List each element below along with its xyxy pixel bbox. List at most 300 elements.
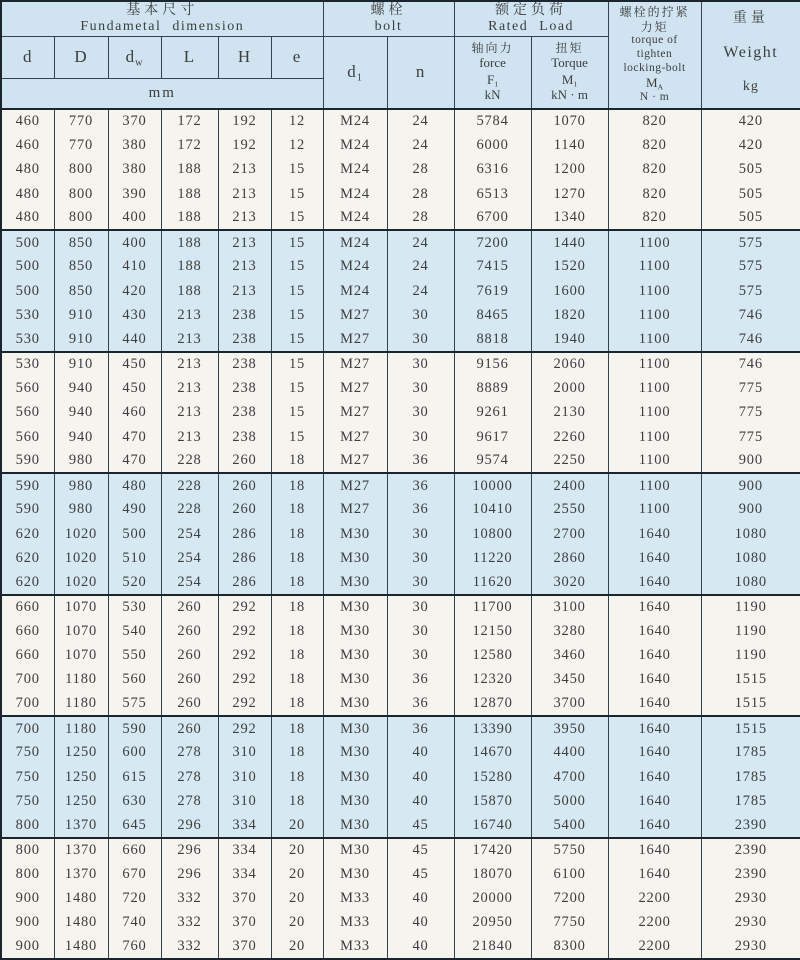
table-cell: 260 (161, 644, 218, 668)
table-row (1, 328, 800, 352)
table-cell: 410 (108, 255, 161, 279)
table-cell: 15 (271, 279, 323, 303)
table-cell: 228 (161, 498, 218, 522)
table-cell: 213 (218, 230, 271, 254)
table-cell: 18 (271, 571, 323, 595)
table-cell: 910 (54, 328, 108, 352)
table-cell: 334 (218, 838, 271, 862)
table-cell: 1070 (531, 109, 608, 133)
table-cell: 2550 (531, 498, 608, 522)
table-cell: 590 (1, 498, 54, 522)
table-cell: M27 (323, 498, 387, 522)
col-header-L: L (161, 36, 218, 78)
locking-torque-zh-line2: 力矩 (640, 19, 669, 34)
table-cell: 1070 (54, 619, 108, 643)
table-cell: 292 (218, 595, 271, 619)
table-cell: 530 (1, 352, 54, 376)
table-cell: 20950 (454, 911, 531, 935)
table-cell: 1515 (701, 668, 800, 692)
table-cell: 332 (161, 935, 218, 959)
table-cell: 213 (218, 158, 271, 182)
table-row (1, 571, 800, 595)
table-cell: 18070 (454, 862, 531, 886)
table-cell: 213 (218, 255, 271, 279)
table-cell: 1100 (608, 473, 701, 497)
table-cell: 380 (108, 133, 161, 157)
table-cell: 1640 (608, 571, 701, 595)
table-cell: 1020 (54, 571, 108, 595)
table-cell: 800 (54, 158, 108, 182)
table-cell: 18 (271, 619, 323, 643)
col-header-torque (531, 36, 608, 109)
col-header-H: H (218, 36, 271, 78)
col-header-dw: $d_w$ (108, 36, 161, 78)
table-cell: 540 (108, 619, 161, 643)
table-cell: 292 (218, 716, 271, 740)
header-rated-load-en: Rated Load (488, 18, 575, 34)
table-cell: 460 (1, 109, 54, 133)
table-cell: 820 (608, 109, 701, 133)
table-cell: 14670 (454, 741, 531, 765)
header-fundamental-dimension (1, 1, 323, 36)
table-cell: 334 (218, 814, 271, 838)
col-header-axial-force (454, 36, 531, 109)
table-cell: 1100 (608, 449, 701, 473)
table-cell: 30 (387, 619, 454, 643)
weight-en: Weight (723, 43, 779, 61)
table-cell: 310 (218, 741, 271, 765)
table-cell: 940 (54, 376, 108, 400)
table-cell: 800 (15, 865, 40, 882)
table-cell: 500 (1, 279, 54, 303)
table-cell: 45 (387, 862, 454, 886)
table-cell: 1640 (608, 716, 701, 740)
table-cell: M27 (323, 401, 387, 425)
table-cell: 600 (108, 741, 161, 765)
torque-unit: kN · m (551, 87, 588, 103)
table-cell: 1370 (54, 814, 108, 838)
table-cell: 40 (387, 911, 454, 935)
table-cell: 1640 (608, 692, 701, 716)
table-cell: 213 (218, 182, 271, 206)
table-cell: 1100 (608, 352, 701, 376)
table-cell: 18 (271, 668, 323, 692)
table-cell: 45 (387, 814, 454, 838)
table-cell: 20 (271, 935, 323, 959)
table-cell: 17420 (454, 838, 531, 862)
table-cell: 750 (1, 789, 54, 813)
table-cell: 334 (218, 862, 271, 886)
torque-symbol: $M_1$ (561, 71, 578, 89)
table-cell: M30 (323, 789, 387, 813)
table-cell: 213 (161, 425, 218, 449)
table-cell: 2200 (608, 935, 701, 959)
table-cell: M33 (323, 911, 387, 935)
table-cell: 1820 (531, 303, 608, 327)
table-cell: 1250 (54, 741, 108, 765)
table-cell: 278 (161, 765, 218, 789)
table-cell: M30 (323, 838, 387, 862)
table-cell: 20 (271, 911, 323, 935)
table-row (1, 376, 800, 400)
table-cell: 11220 (454, 546, 531, 570)
col-header-d: d (1, 36, 54, 78)
table-cell: 24 (387, 109, 454, 133)
table-cell: 213 (161, 376, 218, 400)
table-cell: 20 (271, 887, 323, 911)
table-cell: M33 (323, 887, 387, 911)
table-cell: 1200 (531, 158, 608, 182)
table-cell: 40 (387, 765, 454, 789)
table-cell: 15 (271, 158, 323, 182)
table-cell: 40 (387, 935, 454, 959)
table-cell: 590 (15, 452, 40, 469)
table-cell: 440 (108, 328, 161, 352)
table-cell: 480 (15, 161, 40, 178)
table-row (1, 133, 800, 157)
table-row (1, 765, 800, 789)
table-cell: 278 (161, 741, 218, 765)
table-cell: 238 (218, 303, 271, 327)
table-cell: 254 (161, 522, 218, 546)
table-cell: 940 (54, 425, 108, 449)
table-cell: 490 (108, 498, 161, 522)
table-cell: 12 (271, 109, 323, 133)
table-row (1, 230, 800, 254)
table-cell: 292 (218, 692, 271, 716)
table-row (1, 862, 800, 886)
table-row (1, 352, 800, 376)
table-cell: 480 (15, 209, 40, 226)
table-cell: M27 (323, 328, 387, 352)
table-cell: M24 (323, 109, 387, 133)
table-cell: 1640 (608, 595, 701, 619)
table-cell: 460 (108, 401, 161, 425)
table-cell: 254 (161, 546, 218, 570)
table-cell: 296 (161, 814, 218, 838)
table-cell: M30 (323, 862, 387, 886)
table-cell: 670 (108, 862, 161, 886)
header-bolt-en: bolt (374, 18, 403, 34)
table-cell: 192 (218, 109, 271, 133)
table-cell: 1180 (54, 716, 108, 740)
table-cell: 3700 (531, 692, 608, 716)
table-cell: 260 (161, 595, 218, 619)
table-cell: 36 (387, 716, 454, 740)
table-cell: 1190 (701, 595, 800, 619)
table-cell: 172 (161, 133, 218, 157)
table-row (1, 814, 800, 838)
table-cell: 5750 (531, 838, 608, 862)
table-cell: 900 (15, 890, 40, 907)
table-cell: 530 (108, 595, 161, 619)
table-cell: 2250 (531, 449, 608, 473)
table-cell: 20000 (454, 887, 531, 911)
table-cell: 292 (218, 619, 271, 643)
table-cell: 1370 (54, 838, 108, 862)
table-cell: 1140 (531, 133, 608, 157)
table-cell: 820 (608, 133, 701, 157)
table-cell: 30 (387, 303, 454, 327)
table-cell: 30 (387, 352, 454, 376)
table-cell: 1180 (54, 668, 108, 692)
table-cell: 1100 (608, 328, 701, 352)
table-cell: 1180 (54, 692, 108, 716)
table-cell: 1020 (54, 546, 108, 570)
table-cell: M24 (323, 158, 387, 182)
header-rated-load-zh: 额定负荷 (495, 2, 568, 18)
table-cell: 12150 (454, 619, 531, 643)
table-cell: 1190 (701, 644, 800, 668)
table-cell: 1520 (531, 255, 608, 279)
table-row (1, 109, 800, 133)
table-cell: 590 (108, 716, 161, 740)
table-cell: 16740 (454, 814, 531, 838)
table-cell: 700 (15, 695, 40, 712)
table-cell: 260 (161, 716, 218, 740)
table-row (1, 522, 800, 546)
table-cell: 8465 (454, 303, 531, 327)
table-cell: 940 (54, 401, 108, 425)
table-cell: 15 (271, 352, 323, 376)
table-cell: 4400 (531, 741, 608, 765)
table-cell: 370 (218, 911, 271, 935)
table-cell: 530 (1, 328, 54, 352)
table-body (1, 109, 800, 959)
table-cell: 18 (271, 692, 323, 716)
table-cell: 8889 (454, 376, 531, 400)
table-row (1, 425, 800, 449)
table-cell: 213 (161, 328, 218, 352)
table-cell: 1250 (54, 765, 108, 789)
table-cell: 286 (218, 522, 271, 546)
table-cell: 36 (387, 498, 454, 522)
table-cell: 1640 (608, 522, 701, 546)
header-fundamental-en: Fundametal dimension (80, 18, 245, 34)
header-bolt-zh: 螺栓 (370, 2, 407, 18)
table-cell: 505 (701, 206, 800, 230)
table-cell: 332 (161, 911, 218, 935)
table-cell: 310 (218, 765, 271, 789)
table-cell: 40 (387, 887, 454, 911)
table-cell: M30 (323, 716, 387, 740)
table-cell: 292 (218, 668, 271, 692)
table-row (1, 498, 800, 522)
table-cell: 45 (387, 838, 454, 862)
table-cell: 228 (161, 473, 218, 497)
table-cell: 188 (161, 158, 218, 182)
table-cell: 420 (701, 133, 800, 157)
table-cell: 18 (271, 765, 323, 789)
table-cell: 775 (701, 376, 800, 400)
torque-en: Torque (551, 55, 588, 71)
table-cell: 260 (218, 498, 271, 522)
table-cell: 510 (108, 546, 161, 570)
table-cell: 1640 (608, 668, 701, 692)
table-cell: M27 (323, 473, 387, 497)
table-cell: 850 (54, 279, 108, 303)
table-cell: M27 (323, 303, 387, 327)
table-cell: 7415 (454, 255, 531, 279)
table-row (1, 692, 800, 716)
table-cell: 450 (108, 376, 161, 400)
table-cell: 5784 (454, 109, 531, 133)
table-cell: 370 (108, 109, 161, 133)
table-cell: 775 (701, 401, 800, 425)
torque-zh: 扭矩 (555, 41, 584, 55)
table-row (1, 255, 800, 279)
table-cell: 18 (271, 473, 323, 497)
table-cell: 620 (1, 571, 54, 595)
table-cell: 1640 (608, 741, 701, 765)
table-cell: 2260 (531, 425, 608, 449)
table-cell: 1100 (608, 401, 701, 425)
table-row (1, 911, 800, 935)
axial-force-en: force (479, 55, 506, 71)
locking-torque-zh-line1: 螺栓的拧紧 (619, 5, 690, 20)
header-weight (701, 1, 800, 109)
table-cell: M27 (323, 449, 387, 473)
table-cell: 900 (15, 938, 40, 955)
table-cell: 30 (387, 644, 454, 668)
table-cell: 900 (15, 914, 40, 931)
table-cell: M24 (323, 182, 387, 206)
table-cell: 3100 (531, 595, 608, 619)
table-cell: 15 (271, 230, 323, 254)
table-cell: 420 (108, 279, 161, 303)
table-cell: 9617 (454, 425, 531, 449)
table-cell: 12 (271, 133, 323, 157)
table-cell: 213 (218, 206, 271, 230)
table-cell: 213 (161, 401, 218, 425)
table-cell: 172 (161, 109, 218, 133)
table-cell: 10000 (454, 473, 531, 497)
table-cell: 6316 (454, 158, 531, 182)
table-cell: 505 (701, 158, 800, 182)
table-cell: M27 (323, 425, 387, 449)
table-cell: 520 (108, 571, 161, 595)
col-header-n: n (387, 36, 454, 109)
table-cell: M24 (323, 255, 387, 279)
table-cell: 1250 (54, 789, 108, 813)
table-cell: 500 (1, 255, 54, 279)
table-cell: 370 (218, 935, 271, 959)
table-cell: 18 (271, 595, 323, 619)
table-cell: M27 (323, 352, 387, 376)
table-header (1, 1, 800, 109)
table-cell: 820 (608, 182, 701, 206)
table-cell: 5000 (531, 789, 608, 813)
table-cell: 1070 (54, 644, 108, 668)
table-cell: 6700 (454, 206, 531, 230)
table-cell: 746 (701, 303, 800, 327)
table-row (1, 668, 800, 692)
table-cell: 746 (701, 352, 800, 376)
table-cell: 30 (387, 595, 454, 619)
table-cell: 750 (1, 765, 54, 789)
table-cell: 30 (387, 571, 454, 595)
table-cell: 760 (108, 935, 161, 959)
table-cell: M24 (323, 133, 387, 157)
table-cell: M30 (323, 522, 387, 546)
table-cell: 770 (54, 133, 108, 157)
table-cell: 286 (218, 571, 271, 595)
table-cell: M24 (323, 206, 387, 230)
table-cell: 1640 (608, 644, 701, 668)
header-fundamental-zh: 基本尺寸 (126, 2, 199, 18)
table-cell: 2700 (531, 522, 608, 546)
table-cell: 7200 (531, 887, 608, 911)
table-cell: M30 (323, 814, 387, 838)
table-row (1, 716, 800, 740)
table-cell: 560 (108, 668, 161, 692)
table-cell: 36 (387, 473, 454, 497)
table-cell: 560 (15, 379, 40, 396)
table-cell: 1370 (54, 862, 108, 886)
table-cell: 24 (387, 133, 454, 157)
table-cell: M24 (323, 230, 387, 254)
table-cell: 1020 (54, 522, 108, 546)
table-cell: 24 (387, 230, 454, 254)
table-cell: 228 (161, 449, 218, 473)
table-cell: 260 (161, 668, 218, 692)
table-cell: 30 (387, 425, 454, 449)
table-cell: 292 (218, 644, 271, 668)
table-cell: 630 (108, 789, 161, 813)
table-cell: 1100 (608, 255, 701, 279)
table-cell: 9261 (454, 401, 531, 425)
table-cell: 1100 (608, 230, 701, 254)
table-cell: 800 (1, 838, 54, 862)
table-cell: 615 (108, 765, 161, 789)
table-cell: 2390 (701, 814, 800, 838)
table-cell: 1270 (531, 182, 608, 206)
table-cell: 1640 (608, 789, 701, 813)
table-cell: 470 (108, 449, 161, 473)
table-cell: 3460 (531, 644, 608, 668)
table-cell: 750 (1, 741, 54, 765)
table-cell: 2930 (701, 911, 800, 935)
locking-torque-en-line2: tighten (636, 47, 673, 60)
table-cell: 645 (108, 814, 161, 838)
table-cell: 188 (161, 279, 218, 303)
table-cell: 18 (271, 644, 323, 668)
table-row (1, 644, 800, 668)
table-cell: 21840 (454, 935, 531, 959)
table-cell: 1080 (701, 522, 800, 546)
table-cell: 2200 (608, 911, 701, 935)
table-cell: 188 (161, 206, 218, 230)
table-cell: 20 (271, 838, 323, 862)
table-cell: 6000 (454, 133, 531, 157)
table-cell: 660 (1, 595, 54, 619)
table-cell: 238 (218, 425, 271, 449)
table-cell: M30 (323, 571, 387, 595)
table-cell: 2200 (608, 887, 701, 911)
table-row (1, 546, 800, 570)
table-cell: 980 (54, 473, 108, 497)
weight-unit: kg (742, 78, 759, 94)
table-cell: 620 (1, 546, 54, 570)
table-cell: 30 (387, 401, 454, 425)
table-cell: 10800 (454, 522, 531, 546)
table-cell: 660 (15, 647, 40, 664)
table-cell: 2930 (701, 935, 800, 959)
table-cell: 12580 (454, 644, 531, 668)
table-cell: 720 (108, 887, 161, 911)
table-cell: 800 (54, 206, 108, 230)
table-cell: 575 (108, 692, 161, 716)
